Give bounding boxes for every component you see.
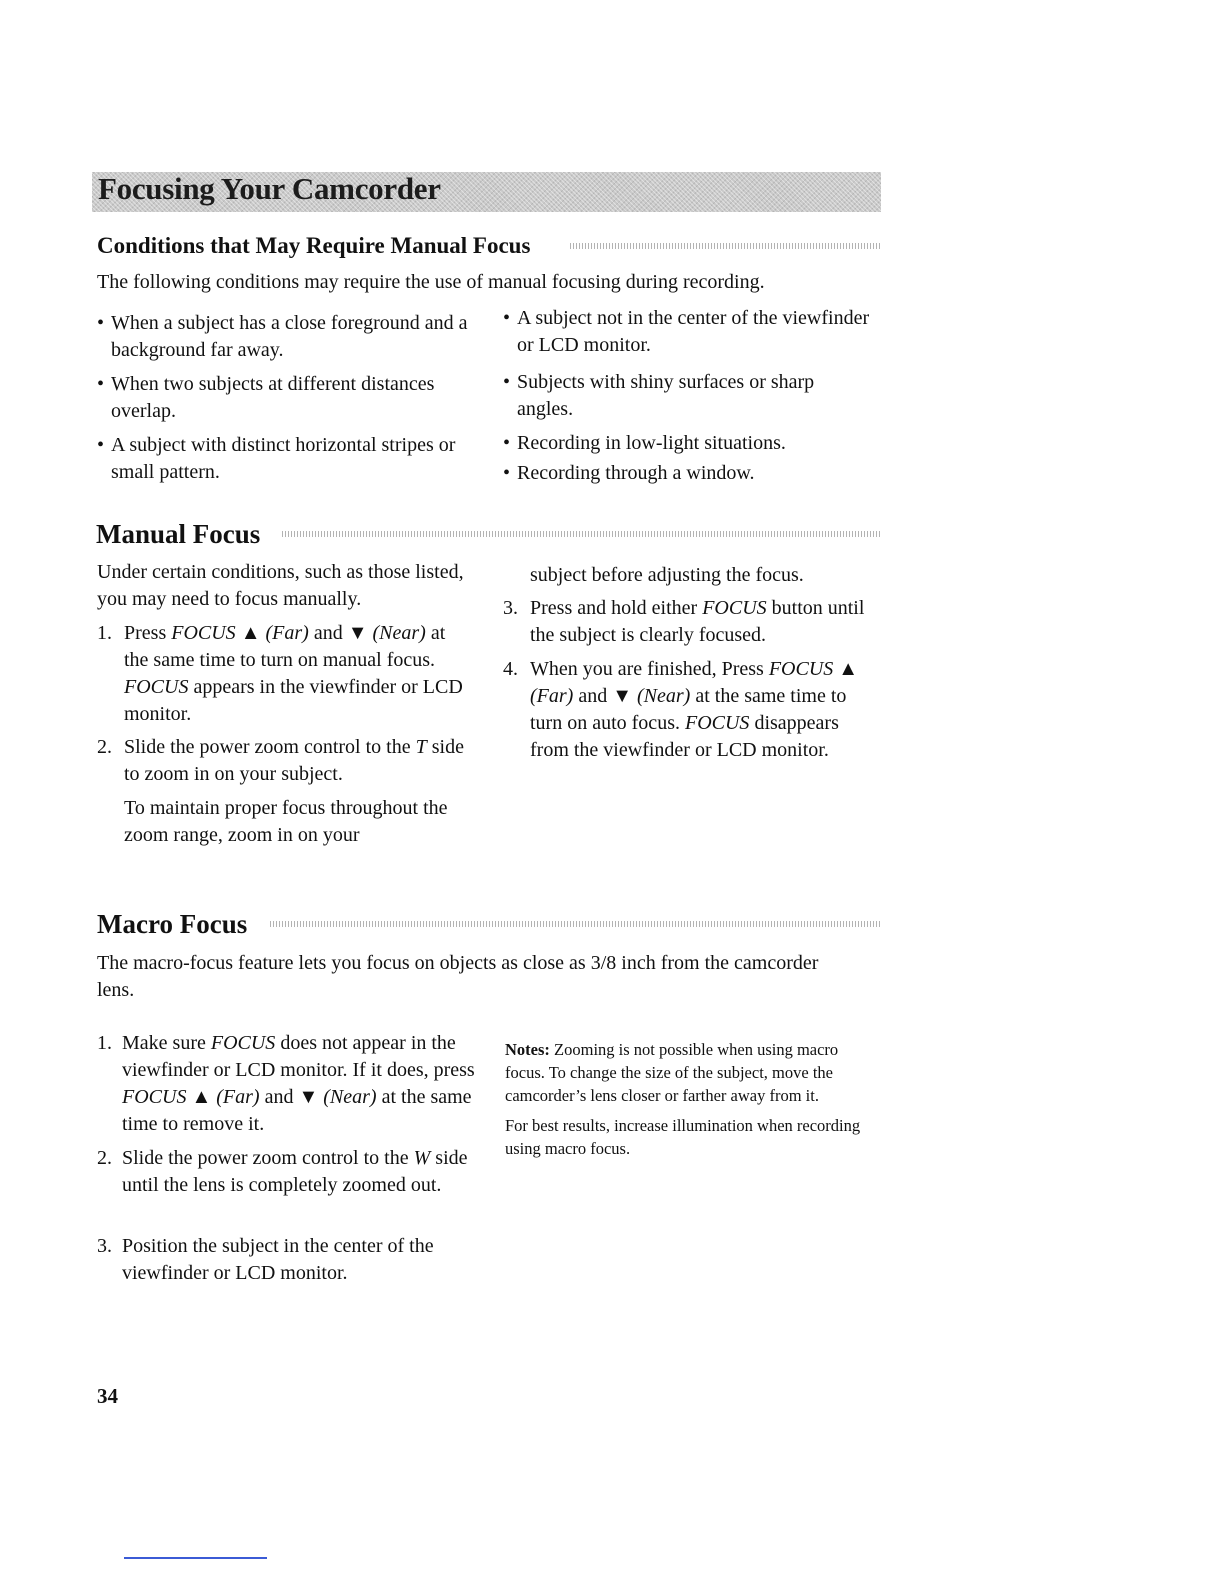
macro-step-2: 2. Slide the power zoom control to the W side until the lens is completely zoomed out.	[97, 1147, 468, 1196]
macro-focus-heading: Macro Focus	[97, 909, 248, 939]
notes-text-1: Zooming is not possible when using macro focus. To change the size of the subject, move the camcorder’s lens closer or farther away from it.	[505, 1040, 839, 1105]
section-rule	[270, 921, 882, 927]
list-item: • Recording in low-light situations.	[503, 432, 786, 454]
manual-step-3: 3. Press and hold either FOCUS button until the subject is clearly focused.	[503, 597, 865, 646]
title-banner	[92, 172, 881, 212]
list-item: • When a subject has a close foreground and a background far away.	[97, 312, 468, 361]
list-item: • When two subjects at different distances overlap.	[97, 373, 435, 422]
macro-intro: The macro-focus feature lets you focus on objects as close as 3/8 inch from the camcorder lens.	[97, 952, 819, 1001]
notes-label: Notes:	[505, 1040, 550, 1059]
footer-line	[124, 1557, 267, 1559]
manual-step-2-continued: subject before adjusting the focus.	[530, 564, 804, 586]
manual-step-4: 4. When you are finished, Press FOCUS ▲ (Far) and ▼ (Near) at the same time to turn on auto focus. FOCUS disappears from the viewfinder or LCD monitor.	[503, 658, 859, 761]
macro-step-3: 3. Position the subject in the center of the viewfinder or LCD monitor.	[97, 1235, 434, 1284]
list-item: • Subjects with shiny surfaces or sharp angles.	[503, 371, 815, 420]
macro-notes	[505, 1038, 867, 1160]
manual-step-2: 2. Slide the power zoom control to the T side to zoom in on your subject. To maintain proper focus throughout the zoom range, zoom in on your	[97, 736, 464, 846]
notes-text-2: For best results, increase illumination when recording using macro focus.	[505, 1116, 861, 1158]
section-rule	[570, 243, 882, 249]
list-item: • A subject not in the center of the viewfinder or LCD monitor.	[503, 307, 870, 356]
macro-step-1: 1. Make sure FOCUS does not appear in the viewfinder or LCD monitor. If it does, press FOCUS ▲ (Far) and ▼ (Near) at the same time to remove it.	[97, 1032, 475, 1135]
conditions-intro: The following conditions may require the use of manual focusing during recording.	[97, 271, 765, 293]
page-title: Focusing Your Camcorder	[98, 171, 441, 206]
manual-focus-heading: Manual Focus	[96, 519, 261, 549]
list-item: • Recording through a window.	[503, 462, 755, 484]
list-item: • A subject with distinct horizontal stripes or small pattern.	[97, 434, 456, 483]
manual-step-1: 1. Press FOCUS ▲ (Far) and ▼ (Near) at the same time to turn on manual focus. FOCUS appears in the viewfinder or LCD monitor.	[97, 622, 463, 725]
section-rule	[282, 531, 882, 537]
manual-intro: Under certain conditions, such as those listed, you may need to focus manually.	[97, 561, 464, 610]
conditions-heading: Conditions that May Require Manual Focus	[97, 233, 531, 258]
page-number: 34	[97, 1384, 118, 1408]
